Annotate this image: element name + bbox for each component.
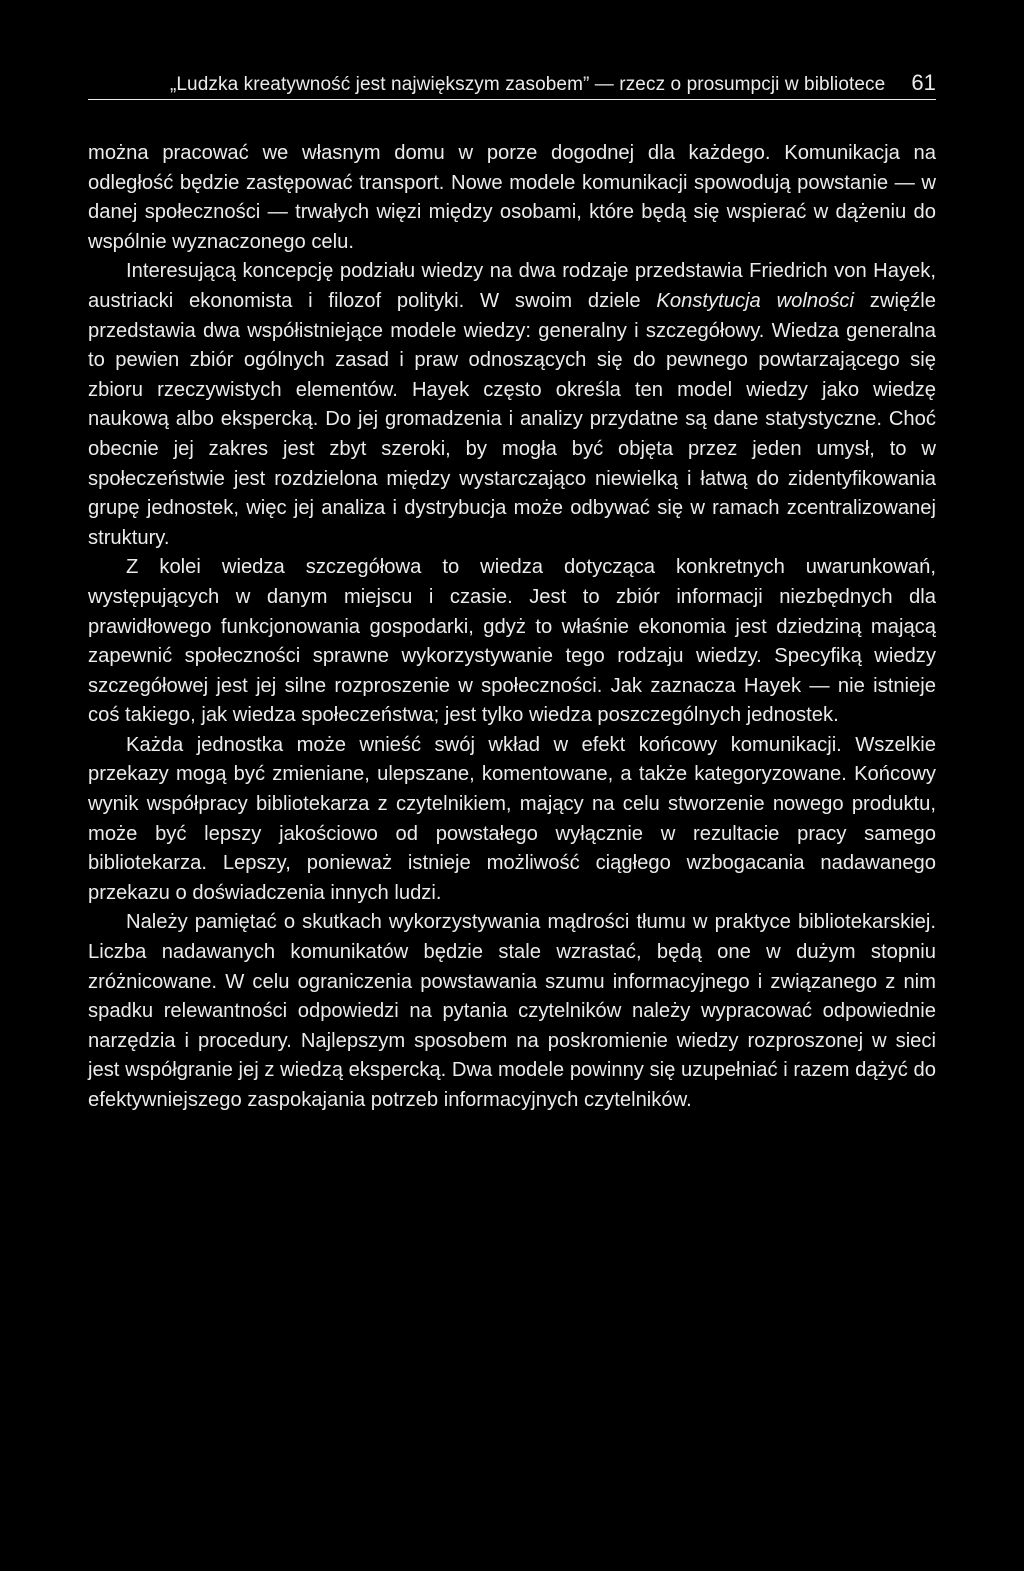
paragraph-2-start: Interesującą koncepcję podziału wiedzy na dwa rodzaje przedstawia Friedrich von Hayek, austriacki ekonomista i filozof polityki. W swoim dziele [88,260,936,312]
paragraph-3: Z kolei wiedza szczegółowa to wiedza dotycząca konkretnych uwarunkowań, występujących w danym miejscu i czasie. Jest to zbiór informacji niezbędnych dla prawidłowego funkcjonowania gospodarki, gdyż to właśnie ekonomia jest dziedziną mającą zapewnić społeczności sprawne wykorzystywanie tego rodzaju wiedzy. Specyfiką wiedzy szczegółowej jest jej silne rozproszenie w społeczności. Jak zaznacza Hayek — nie istnieje coś takiego, jak wiedza społeczeństwa; jest tylko wiedza poszczególnych jednostek. [88,556,936,727]
paragraph-4: Każda jednostka może wnieść swój wkład w efekt końcowy komunikacji. Wszelkie przekazy mogą być zmieniane, ulepszane, komentowane, a także kategoryzowane. Końcowy wynik współpracy bibliotekarza z czytelnikiem, mający na celu stworzenie nowego produktu, może być lepszy jakościowo od powstałego wyłącznie w rezultacie pracy samego bibliotekarza. Lepszy, ponieważ istnieje możliwość ciągłego wzbogacania nadawanego przekazu o doświadczenia innych ludzi. [88,733,936,904]
book-title-italic: Konstytucja wolności [656,289,854,312]
running-title: „Ludzka kreatywność jest największym zasobem” — rzecz o prosumpcji w bibliotece [169,74,886,95]
header-rule [88,99,936,100]
paragraph-2-end: zwięźle przedstawia dwa współistniejące modele wiedzy: generalny i szczegółowy. Wiedza generalna to pewien zbiór ogólnych zasad i praw odnoszących się do pewnego powtarzającego się zbioru rzeczywistych elementów. Hayek często określa ten model wiedzy jako wiedzę naukową albo ekspercką. Do jej gromadzenia i analizy przydatne są dane statystyczne. Choć obecnie jej zakres jest zbyt szeroki, by mogła być objęta przez jeden umysł, to w społeczeństwie jest rozdzielona między wystarczająco niewielką i łatwą do zidentyfikowania grupę jednostek, więc jej analiza i dystrybucja może odbywać się w ramach zcentralizowanej struktury. [88,289,936,549]
body-text [88,139,936,1116]
paragraph-1: można pracować we własnym domu w porze dogodnej dla każdego. Komunikacja na odległość będzie zastępować transport. Nowe modele komunikacji spowodują powstanie — w danej społeczności — trwałych więzi między osobami, które będą się wspierać w dążeniu do wspólnie wyznaczonego celu. [88,142,936,253]
paragraph-2 [88,257,936,553]
page-number: 61 [911,70,936,95]
running-header [88,70,936,96]
paragraph-5: Należy pamiętać o skutkach wykorzystywania mądrości tłumu w praktyce bibliotekarskiej. Liczba nadawanych komunikatów będzie stale wzrastać, będą one w dużym stopniu zróżnicowane. W celu ograniczenia powstawania szumu informacyjnego i związanego z nim spadku relewantności odpowiedzi na pytania czytelników należy wypracować odpowiednie narzędzia i procedury. Najlepszym sposobem na poskromienie wiedzy rozproszonej w sieci jest współgranie jej z wiedzą ekspercką. Dwa modele powinny się uzupełniać i razem dążyć do efektywniejszego zaspokajania potrzeb informacyjnych czytelników. [88,911,936,1111]
